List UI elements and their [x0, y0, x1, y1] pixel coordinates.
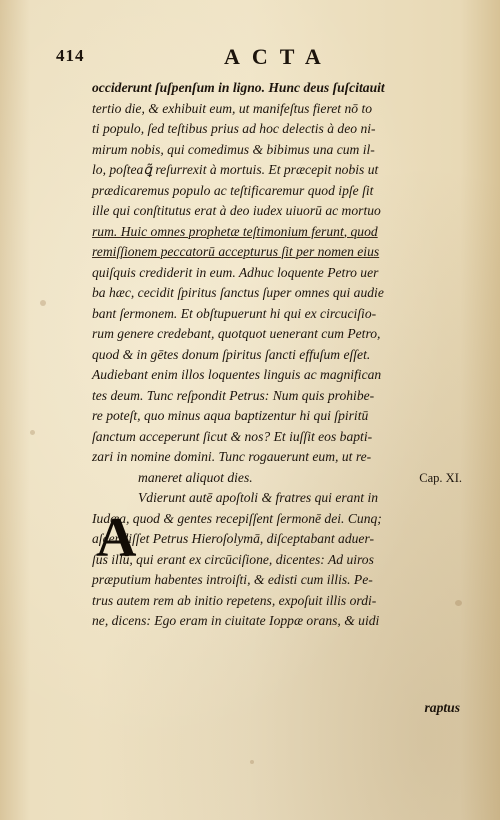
- main-text: [92, 78, 462, 632]
- text-line: aſcendiſſet Petrus Hieroſolymā, diſceptabant aduer-: [92, 531, 374, 546]
- page-header: [56, 44, 476, 72]
- text-line: Vdierunt autē apoſtoli & fratres qui erant in: [138, 490, 379, 505]
- text-line: ſanctum acceperunt ſicut & nos? Et iuſſit eos bapti-: [92, 428, 373, 444]
- text-line: ba hæc, cecidit ſpiritus ſanctus ſuper omnes qui audie: [92, 285, 384, 300]
- text-line: Audiebant enim illos loquentes linguis ac magnifican: [92, 367, 382, 382]
- text-line-underlined: rum. Huic omnes prophetæ teſtimonium ferunt, quod: [92, 223, 378, 239]
- text-line: Iudæa, quod & gentes recepiſſent ſermonē dei. Cunq;: [92, 510, 382, 526]
- text-line: occiderunt ſuſpenſum in ligno. Hunc deus ſuſcitauit: [92, 80, 385, 95]
- foxing-spot: [40, 300, 46, 306]
- text-line: præputium habentes introiſti, & edisti cum illis. Pe-: [92, 572, 373, 587]
- text-line-underlined: remiſſionem peccatorū accepturus ſit per nomen eius: [92, 244, 380, 259]
- text-line: maneret aliquot dies.: [138, 469, 253, 485]
- text-line: mirum nobis, qui comedimus & bibimus una cum il-: [92, 141, 375, 157]
- text-line: re poteſt, quo minus aqua baptizentur hi qui ſpiritū: [92, 408, 369, 423]
- text-line: ne, dicens: Ego eram in ciuitate Ioppæ orans, & uidi: [92, 613, 380, 628]
- text-line: ſus illū, qui erant ex circūciſione, dicentes: Ad uiros: [92, 551, 374, 567]
- text-line: rum genere credebant, quotquot uenerant cum Petro,: [92, 326, 381, 341]
- text-line: quod & in gētes donum ſpiritus ſancti effuſum eſſet.: [92, 346, 371, 362]
- text-line: lo, poſteaꝗ̃ reſurrexit à mortuis. Et præcepit nobis ut: [92, 162, 379, 177]
- foxing-spot: [30, 430, 35, 435]
- text-line: ti populo, ſed teſtibus prius ad hoc delectis à deo ni-: [92, 121, 376, 136]
- text-line: zari in nomine domini. Tunc rogauerunt eum, ut re-: [92, 449, 372, 464]
- text-line: trus autem rem ab initio repetens, expoſuit illis ordi-: [92, 592, 377, 608]
- chapter-heading-row: [92, 468, 462, 489]
- chapter-label: Cap. XI.: [419, 470, 462, 485]
- text-line: bant ſermonem. Et obſtupuerunt hi qui ex circuciſio-: [92, 305, 377, 321]
- folio-number: 414: [56, 46, 85, 65]
- text-line: quiſquis crediderit in eum. Adhuc loquente Petro uer: [92, 264, 379, 280]
- text-line: ille qui conſtitutus erat à deo iudex uiuorū ac mortuo: [92, 203, 381, 218]
- running-title: ACTA: [224, 44, 333, 69]
- text-line: prædicaremus populo ac teſtificaremur quod ipſe ſit: [92, 182, 374, 198]
- text-line: tes deum. Tunc reſpondit Petrus: Num quis prohibe-: [92, 387, 375, 403]
- catchword: raptus: [424, 700, 460, 715]
- foxing-spot: [250, 760, 254, 764]
- chapter-text: [92, 488, 462, 632]
- drop-cap-initial: A: [96, 507, 137, 569]
- text-line: tertio die, & exhibuit eum, ut manifeſtus fieret nō to: [92, 100, 373, 116]
